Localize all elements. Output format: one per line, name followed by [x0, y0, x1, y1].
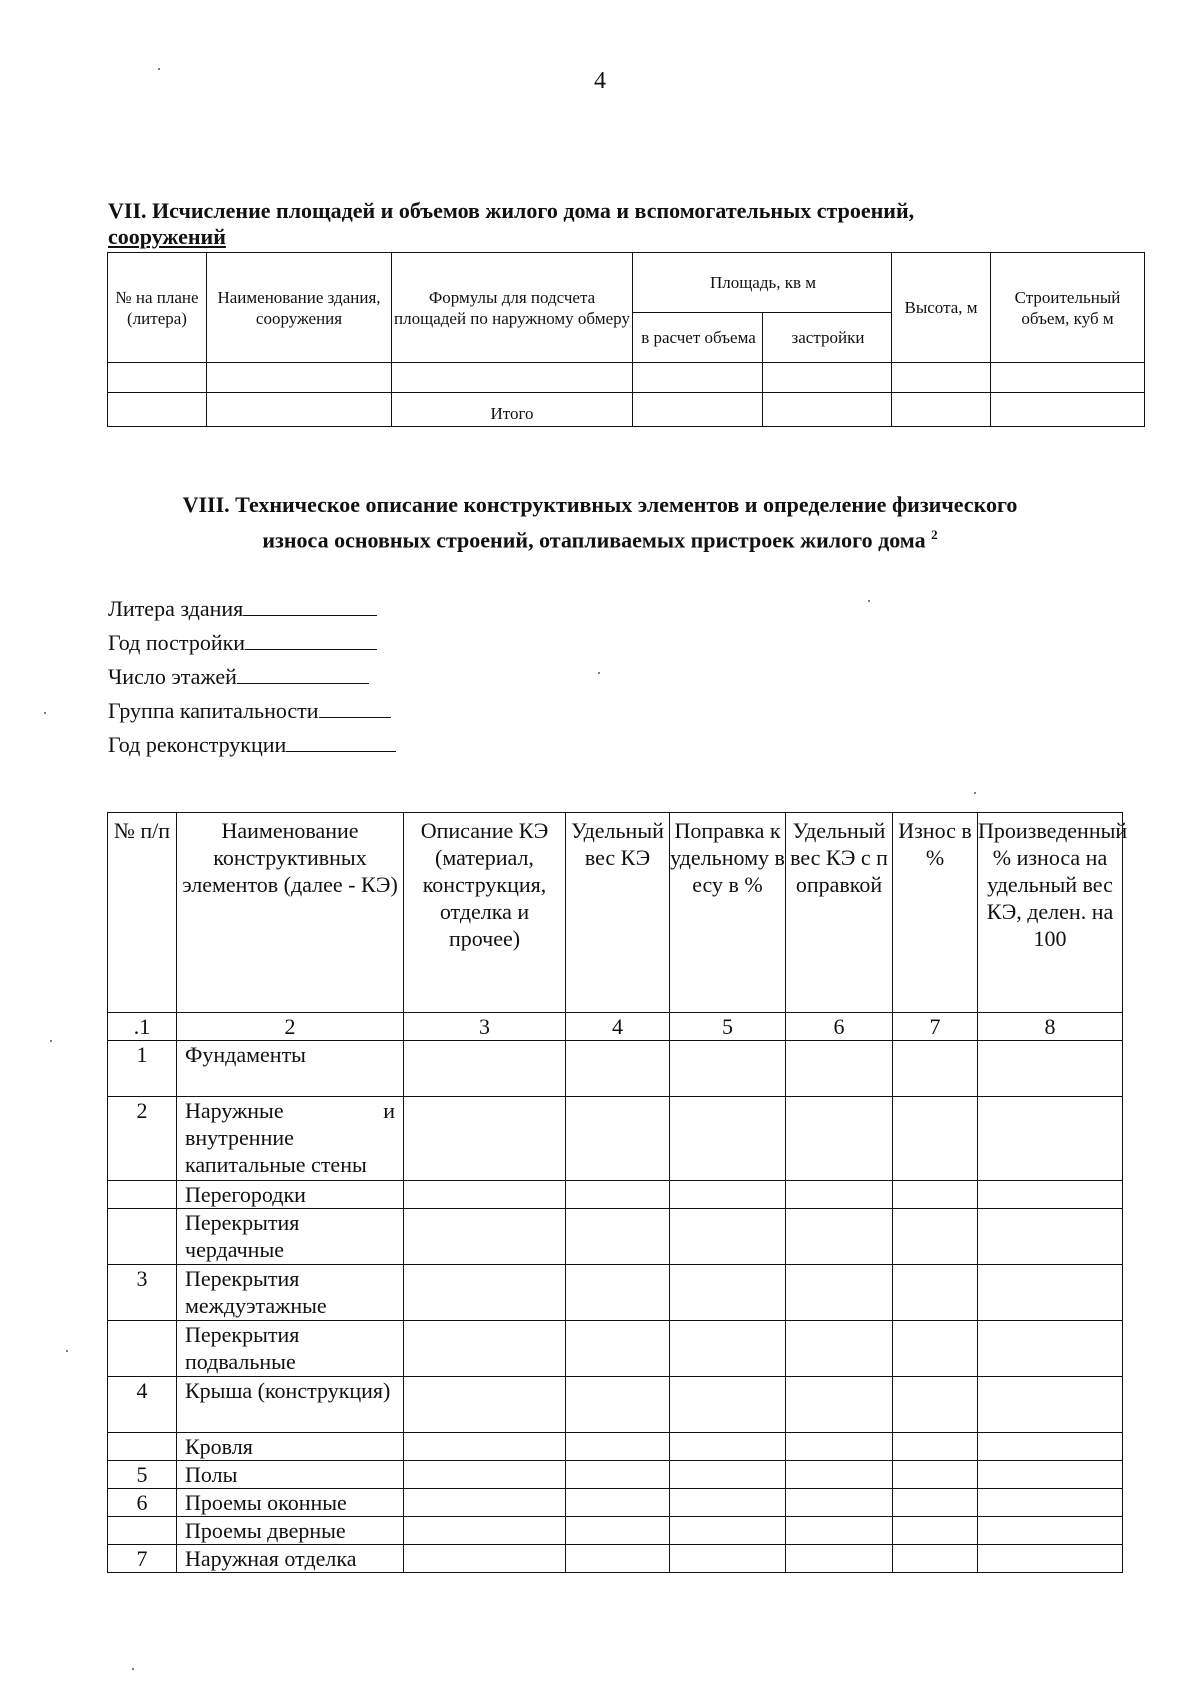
table-cell [893, 1209, 978, 1265]
header-wear: Износ в % [893, 813, 978, 1013]
scan-speck [158, 68, 160, 70]
column-number: 8 [978, 1013, 1123, 1041]
header-building-name: Наименование здания, сооружения [207, 253, 392, 363]
fill-in-line[interactable] [319, 695, 391, 718]
table-cell [786, 1321, 893, 1377]
table-cell [566, 1181, 670, 1209]
row-number: 2 [108, 1097, 177, 1181]
element-name: Крыша (конструкция) [177, 1377, 404, 1433]
section-8-title-line1: VIII. Техническое описание конструктивных элементов и определение физического [182, 492, 1018, 517]
header-plan-number: № на плане (литера) [108, 253, 207, 363]
table-cell [893, 1181, 978, 1209]
table-cell [763, 393, 892, 427]
table-cell [893, 1461, 978, 1489]
total-row [108, 393, 1145, 427]
table-cell [566, 1517, 670, 1545]
row-number [108, 1181, 177, 1209]
element-name: Наружные и внутренние капитальные стены [177, 1097, 404, 1181]
table-cell [566, 1041, 670, 1097]
table-cell [991, 363, 1145, 393]
table-row [108, 1517, 1123, 1545]
table-cell [893, 1545, 978, 1573]
table-cell [404, 1321, 566, 1377]
header-element-name: Наименование конструктивных элементов (далее - КЭ) [177, 813, 404, 1013]
table-row [108, 363, 1145, 393]
header-formulas: Формулы для подсчета площадей по наружному обмеру [392, 253, 633, 363]
table-cell [978, 1265, 1123, 1321]
table-cell [404, 1209, 566, 1265]
scan-speck [50, 1040, 52, 1042]
element-name: Проемы оконные [177, 1489, 404, 1517]
table-cell [404, 1265, 566, 1321]
field-floors [108, 660, 396, 694]
table-cell [566, 1377, 670, 1433]
table-cell [893, 1377, 978, 1433]
table-cell [786, 1461, 893, 1489]
section-8-title-line2: износа основных строений, отапливаемых пристроек жилого дома [262, 527, 926, 553]
table-cell [978, 1489, 1123, 1517]
table-cell [893, 1433, 978, 1461]
header-item-number: № п/п [108, 813, 177, 1013]
column-number: 2 [177, 1013, 404, 1041]
table-cell [392, 363, 633, 393]
header-volume: Строительный объем, куб м [991, 253, 1145, 363]
table-cell [978, 1517, 1123, 1545]
table-cell [108, 363, 207, 393]
page-number: 4 [594, 68, 606, 94]
element-name: Перекрытия чердачные [177, 1209, 404, 1265]
table-row [108, 1265, 1123, 1321]
table-cell [978, 1433, 1123, 1461]
section-7-title-line1: VII. Исчисление площадей и объемов жилого дома и вспомогательных строений, [108, 198, 915, 223]
element-name: Проемы дверные [177, 1517, 404, 1545]
header-area: Площадь, кв м [633, 253, 892, 313]
table-cell [566, 1545, 670, 1573]
element-name: Перекрытия междуэтажные [177, 1265, 404, 1321]
table-cell [786, 1545, 893, 1573]
row-number [108, 1321, 177, 1377]
table-cell [670, 1377, 786, 1433]
row-number: 5 [108, 1461, 177, 1489]
table-cell [633, 393, 763, 427]
table-cell [404, 1097, 566, 1181]
column-numbers-row [108, 1013, 1123, 1041]
header-wear-product: Произведенный % износа на удельный вес КЭ, делен. на 100 [978, 813, 1123, 1013]
table-row [108, 1377, 1123, 1433]
element-name: Полы [177, 1461, 404, 1489]
table-cell [670, 1545, 786, 1573]
table-cell [670, 1097, 786, 1181]
element-name: Перегородки [177, 1181, 404, 1209]
scan-speck [598, 672, 600, 674]
row-number [108, 1517, 177, 1545]
table-cell [670, 1209, 786, 1265]
table-cell [978, 1321, 1123, 1377]
table-row [108, 1321, 1123, 1377]
table-cell [404, 1545, 566, 1573]
fill-in-line[interactable] [237, 661, 369, 684]
table-cell [978, 1461, 1123, 1489]
table-cell [566, 1209, 670, 1265]
column-number: 5 [670, 1013, 786, 1041]
fill-in-line[interactable] [245, 627, 377, 650]
table-cell [566, 1433, 670, 1461]
table-row [108, 1097, 1123, 1181]
row-number: 6 [108, 1489, 177, 1517]
element-name: Фундаменты [177, 1041, 404, 1097]
header-area-building: застройки [763, 313, 892, 363]
table-cell [892, 363, 991, 393]
field-label: Литера здания [108, 596, 244, 621]
section-7-title [108, 198, 1108, 250]
field-capital-group [108, 694, 396, 728]
table-cell [108, 393, 207, 427]
table-cell [786, 1489, 893, 1517]
field-label: Группа капитальности [108, 698, 319, 723]
table-cell [404, 1517, 566, 1545]
section-7-title-line2: сооружений [108, 224, 226, 249]
row-number [108, 1209, 177, 1265]
scan-speck [44, 712, 46, 714]
header-specific-weight: Удельный вес КЭ [566, 813, 670, 1013]
table-cell [633, 363, 763, 393]
footnote-marker: 2 [931, 527, 938, 542]
fill-in-line[interactable] [286, 729, 396, 752]
header-height: Высота, м [892, 253, 991, 363]
scan-speck [132, 1668, 134, 1670]
table-cell [566, 1265, 670, 1321]
table-cell [786, 1209, 893, 1265]
table-cell [786, 1517, 893, 1545]
scan-speck [868, 600, 870, 602]
table-cell [404, 1041, 566, 1097]
header-corrected-weight: Удельный вес КЭ с поправкой [786, 813, 893, 1013]
table-row [108, 1489, 1123, 1517]
header-area-volume-calc: в расчет объема [633, 313, 763, 363]
element-name: Перекрытия подвальные [177, 1321, 404, 1377]
field-label: Год реконструкции [108, 732, 287, 757]
table-cell [670, 1321, 786, 1377]
table-cell [404, 1433, 566, 1461]
table-cell [893, 1265, 978, 1321]
field-building-letter [108, 592, 396, 626]
header-element-description: Описание КЭ (материал, конструкция, отделка и прочее) [404, 813, 566, 1013]
element-name: Кровля [177, 1433, 404, 1461]
table-cell [893, 1097, 978, 1181]
table-row [108, 1041, 1123, 1097]
field-label: Год постройки [108, 630, 246, 655]
table-cell [670, 1433, 786, 1461]
row-number: 3 [108, 1265, 177, 1321]
section-8-title [130, 490, 1070, 555]
element-name: Наружная отделка [177, 1545, 404, 1573]
areas-volumes-table [107, 252, 1145, 427]
row-number [108, 1433, 177, 1461]
table-cell [670, 1265, 786, 1321]
row-number: 7 [108, 1545, 177, 1573]
header-correction: Поправка к удельному весу в % [670, 813, 786, 1013]
table-cell [670, 1041, 786, 1097]
column-number: 7 [893, 1013, 978, 1041]
column-number: 3 [404, 1013, 566, 1041]
table-cell [978, 1209, 1123, 1265]
building-info-fields [108, 592, 396, 762]
row-number: 1 [108, 1041, 177, 1097]
table-cell [670, 1461, 786, 1489]
scan-speck [974, 792, 976, 794]
table-cell [786, 1181, 893, 1209]
row-number: 4 [108, 1377, 177, 1433]
column-number: 6 [786, 1013, 893, 1041]
fill-in-line[interactable] [243, 593, 377, 616]
table-cell [404, 1461, 566, 1489]
table-cell [566, 1461, 670, 1489]
table-cell [763, 363, 892, 393]
table-row [108, 1209, 1123, 1265]
table-cell [978, 1545, 1123, 1573]
column-number: 4 [566, 1013, 670, 1041]
field-label: Число этажей [108, 664, 237, 689]
table-cell [404, 1489, 566, 1517]
table-cell [978, 1041, 1123, 1097]
table-row [108, 1545, 1123, 1573]
table-cell [207, 393, 392, 427]
total-label: Итого [392, 393, 633, 427]
table-cell [893, 1489, 978, 1517]
column-number: .1 [108, 1013, 177, 1041]
table-cell [786, 1265, 893, 1321]
table-cell [566, 1321, 670, 1377]
table-cell [991, 393, 1145, 427]
table-cell [786, 1377, 893, 1433]
table-cell [892, 393, 991, 427]
structural-elements-table [107, 812, 1128, 1573]
table-cell [404, 1377, 566, 1433]
table-cell [786, 1433, 893, 1461]
scan-speck [66, 1350, 68, 1352]
table-cell [404, 1181, 566, 1209]
table-cell [786, 1097, 893, 1181]
table-cell [207, 363, 392, 393]
field-construction-year [108, 626, 396, 660]
table-cell [978, 1097, 1123, 1181]
table-cell [893, 1517, 978, 1545]
table-cell [670, 1181, 786, 1209]
field-reconstruction-year [108, 728, 396, 762]
table-cell [978, 1377, 1123, 1433]
table-cell [978, 1181, 1123, 1209]
table-row [108, 1433, 1123, 1461]
table-row [108, 1181, 1123, 1209]
table-cell [786, 1041, 893, 1097]
table-cell [893, 1321, 978, 1377]
table-cell [893, 1041, 978, 1097]
table-cell [566, 1489, 670, 1517]
table-row [108, 1461, 1123, 1489]
table-cell [670, 1489, 786, 1517]
table-cell [670, 1517, 786, 1545]
table-cell [566, 1097, 670, 1181]
